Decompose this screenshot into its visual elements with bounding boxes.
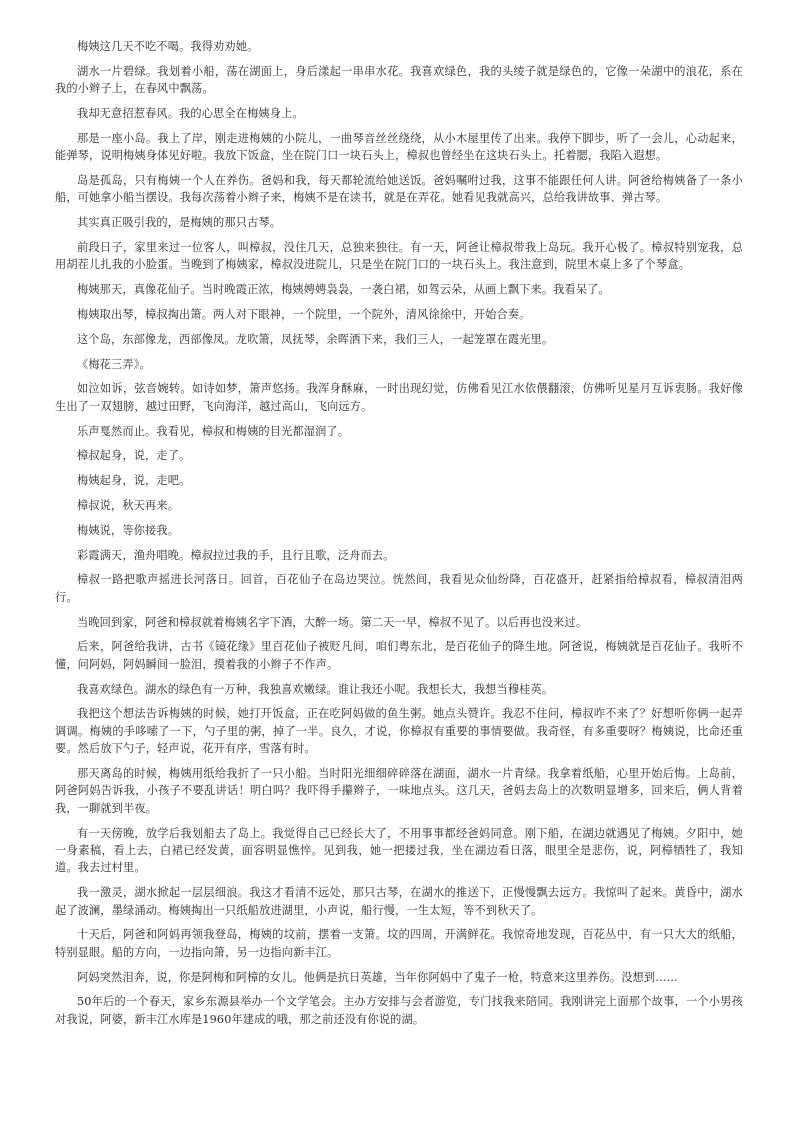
paragraph: 樟叔起身，说，走了。 [77, 449, 191, 463]
paragraph: 乐声戛然而止。我看见，樟叔和梅姨的目光都湿润了。 [77, 424, 350, 438]
paragraph: 有一天傍晚，放学后我划船去了岛上。我觉得自己已经长大了，不用事事都经爸妈同意。刚下船，在湖边就遇见了梅姨。夕阳中，她一身素稿，看上去，白裙已经发黄，面容明显憔悴。见到我，她一把搂过我，坐在湖边看日落，眼里全是悲伤，说，阿樟牺牲了，我知道。我去过村里。 [55, 826, 743, 875]
paragraph: 梅姨取出琴，樟叔掏出箫。两人对下眼神，一个院里，一个院外，清风徐徐中，开始合奏。 [77, 308, 531, 321]
paragraph: 湖水一片碧绿。我划着小船，荡在湖面上，身后漾起一串串水花。我喜欢绿色，我的头绫子就是绿色的，它像一朵湖中的浪花，系在我的小辫子上，在春风中飘荡。 [55, 64, 743, 96]
paragraph: 前段日子，家里来过一位客人，叫樟叔，没住几天，总独来独往。有一天，阿爸让樟叔带我上岛玩。我开心极了。樟叔特别宠我，总用胡茬儿扎我的小脸蛋。当晚到了梅姨家，樟叔没进院儿，只是坐在院门口的一块石头上。我注意到，院里木桌上多了个琴盒。 [55, 241, 743, 272]
paragraph: 50年后的一个春天，家乡东源县举办一个文学笔会。主办方安排与会者游览，专门找我来陪同。我刚讲完上面那个故事，一个小男孩对我说，阿婆，新丰江水库是1960年建成的哦，那之前还没有你说的湖。 [55, 995, 743, 1026]
paragraph: 我把这个想法告诉梅姨的时候，她打开饭盒，正在吃阿妈做的鱼生粥。她点头赞许。我忍不住问，樟叔咋不来了？好想听你俩一起弄调调。梅姨的手哆嗦了一下，勺子里的粥，掉了一半。良久，才说，你樟叔有重要的事情要做。我奇怪，有多重要呀？梅姨说，比命还重要。然后放下勺子，轻声说，花开有序，雪落有时。 [55, 707, 743, 756]
paragraph: 我却无意招惹春风。我的心思全在梅姨身上。 [77, 107, 304, 120]
paragraph: 樟叔说，秋天再来。 [77, 498, 180, 512]
paragraph: 如泣如诉，弦音婉转。如诗如梦，箫声悠扬。我浑身酥麻，一时出现幻觉，仿佛看见江水依偎翻滚，仿佛听见星月互诉衷肠。我好像生出了一双翅膀，越过田野，飞向海洋，越过高山，飞向远方。 [55, 382, 743, 413]
paragraph: 那是一座小岛。我上了岸，刚走进梅姨的小院儿，一曲琴音丝丝绕绕，从小木屋里传了出来。我停下脚步，听了一会儿，心动起来，能弹琴，说明梅姨身体见好啦。我放下饭盒，坐在院门口一块石头上，樟叔也曾经坐在这块石头上。托着腮，我陷入遐想。 [55, 131, 743, 163]
document-page [55, 38, 743, 1036]
paragraph: 樟叔一路把歌声摇进长河落日。回首，百花仙子在岛边哭泣。恍然间，我看见众仙纷降，百花盛开，赶紧指给樟叔看，樟叔清泪两行。 [55, 573, 743, 604]
paragraph: 十天后，阿爸和阿妈再领我登岛，梅姨的坟前，摆着一支箫。坟的四周，开满鲜花。我惊奇地发现，百花丛中，有一只大大的纸船，特别显眼。船的方向，一边指向箫，另一边指向新丰江。 [55, 928, 743, 959]
paragraph: 梅姨起身，说，走吧。 [77, 474, 191, 488]
paragraph: 阿妈突然泪奔，说，你是阿梅和阿樟的女儿。他俩是抗日英雄，当年你阿妈中了鬼子一枪，特意来这里养伤。没想到…… [77, 970, 678, 984]
paragraph: 彩霞满天，渔舟唱晚。樟叔拉过我的手，且行且歌，泛舟而去。 [77, 548, 395, 562]
paragraph: 梅姨说，等你接我。 [77, 523, 180, 537]
paragraph: 其实真正吸引我的，是梅姨的那只古琴。 [77, 216, 282, 230]
paragraph: 梅姨那天，真像花仙子。当时晚霞正浓，梅姨娉娉袅袅，一袭白裙，如驾云朵，从画上飘下来。我看呆了。 [77, 283, 610, 297]
paragraph: 这个岛，东部像龙，西部像凤。龙吹箫，凤抚琴，余晖洒下来，我们三人，一起笼罩在霞光里。 [77, 332, 554, 346]
paragraph: 那天离岛的时候，梅姨用纸给我折了一只小船。当时阳光细细碎碎落在湖面，湖水一片青绿。我拿着纸船，心里开始后悔。上岛前，阿爸阿妈告诉我，小孩子不要乱讲话！明白吗？我吓得手攥辫子，一味地点头。这几天，爸妈去岛上的次数明显增多，回来后，俩人背着我，一聊就到半夜。 [55, 766, 743, 815]
paragraph: 后来，阿爸给我讲，古书《镜花缘》里百花仙子被贬凡间，咱们粤东北，是百花仙子的降生地。阿爸说，梅姨就是百花仙子。我听不懂，问阿妈，阿妈瞬间一脸泪，摸着我的小辫子不作声。 [55, 640, 743, 671]
paragraph: 岛是孤岛，只有梅姨一个人在养伤。爸妈和我，每天都轮流给她送饭。爸妈嘱咐过我，这事不能跟任何人讲。阿爸给梅姨备了一条小船，可她拿小船当摆设。我每次荡着小辫子来，梅姨不是在读书，就是在弄花。她看见我就高兴，总给我讲故事、弹古琴。 [55, 174, 743, 205]
paragraph: 我一激灵，湖水掀起一层层细浪。我这才看清不远处，那只古琴，在湖水的推送下，正慢慢飘去远方。我惊叫了起来。黄昏中，湖水起了波澜，墨绿涌动。梅姨掏出一只纸船放进湖里，小声说，船行慢，一生太短，等不到秋天了。 [55, 886, 743, 917]
paragraph: 梅姨这几天不吃不喝。我得劝劝她。 [77, 40, 259, 53]
paragraph: 我喜欢绿色。湖水的绿色有一万种，我独喜欢嫩绿。谁让我还小呢。我想长大，我想当穆桂英。 [77, 682, 554, 696]
paragraph: 《梅花三弄》。 [77, 357, 151, 371]
paragraph: 当晚回到家，阿爸和樟叔就着梅姨名字下酒，大醉一场。第二天一早，樟叔不见了。以后再也没来过。 [77, 615, 588, 629]
